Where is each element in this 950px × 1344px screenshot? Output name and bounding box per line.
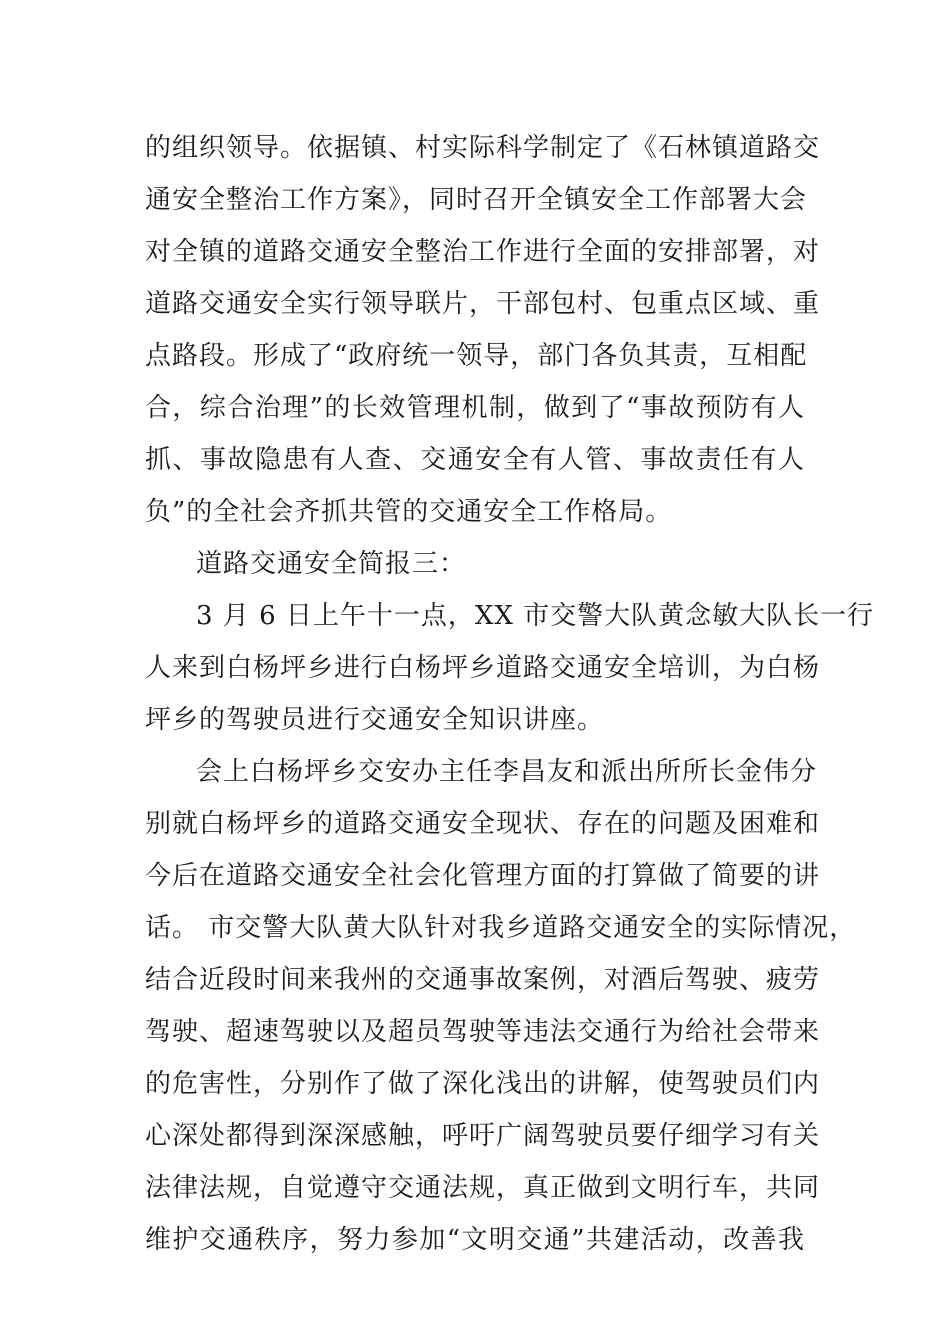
text-line: 话。 市交警大队黄大队针对我乡道路交通安全的实际情况， bbox=[145, 913, 857, 943]
text-line: 通安全整治工作方案》，同时召开全镇安全工作部署大会 bbox=[145, 185, 808, 215]
text-line: 心深处都得到深深感触，呼吁广阔驾驶员要仔细学习有关 bbox=[145, 1121, 821, 1151]
text-line: 结合近段时间来我州的交通事故案例，对酒后驾驶、疲劳 bbox=[145, 965, 821, 995]
text-line: 点路段。形成了“政府统一领导，部门各负其责，互相配 bbox=[145, 341, 808, 371]
text-line: 合，综合治理”的长效管理机制，做到了“事故预防有人 bbox=[145, 393, 805, 423]
text-line: 的危害性，分别作了做了深化浅出的讲解，使驾驶员们内 bbox=[145, 1069, 821, 1099]
text-line: 抓、事故隐患有人查、交通安全有人管、事故责任有人 bbox=[145, 445, 805, 475]
text-line: 别就白杨坪乡的道路交通安全现状、存在的问题及困难和 bbox=[145, 809, 821, 839]
section-heading: 道路交通安全简报三： bbox=[196, 549, 467, 579]
text-line: 3 月 6 日上午十一点，XX 市交警大队黄念敏大队长一行 bbox=[196, 601, 875, 631]
text-line: 坪乡的驾驶员进行交通安全知识讲座。 bbox=[145, 705, 605, 735]
text-line: 人来到白杨坪乡进行白杨坪乡道路交通安全培训，为白杨 bbox=[145, 653, 821, 683]
text-line: 今后在道路交通安全社会化管理方面的打算做了简要的讲 bbox=[145, 861, 821, 891]
text-line: 驾驶、超速驾驶以及超员驾驶等违法交通行为给社会带来 bbox=[145, 1017, 821, 1047]
text-line: 维护交通秩序，努力参加“文明交通”共建活动，改善我 bbox=[145, 1225, 805, 1255]
text-line: 道路交通安全实行领导联片，干部包村、包重点区域、重 bbox=[145, 289, 821, 319]
text-line: 的组织领导。依据镇、村实际科学制定了《石林镇道路交 bbox=[145, 133, 821, 163]
text-line: 会上白杨坪乡交安办主任李昌友和派出所所长金伟分 bbox=[196, 757, 818, 787]
text-line: 负”的全社会齐抓共管的交通安全工作格局。 bbox=[145, 497, 673, 527]
text-line: 对全镇的道路交通安全整治工作进行全面的安排部署，对 bbox=[145, 237, 821, 267]
text-line: 法律法规，自觉遵守交通法规，真正做到文明行车，共同 bbox=[145, 1173, 821, 1203]
